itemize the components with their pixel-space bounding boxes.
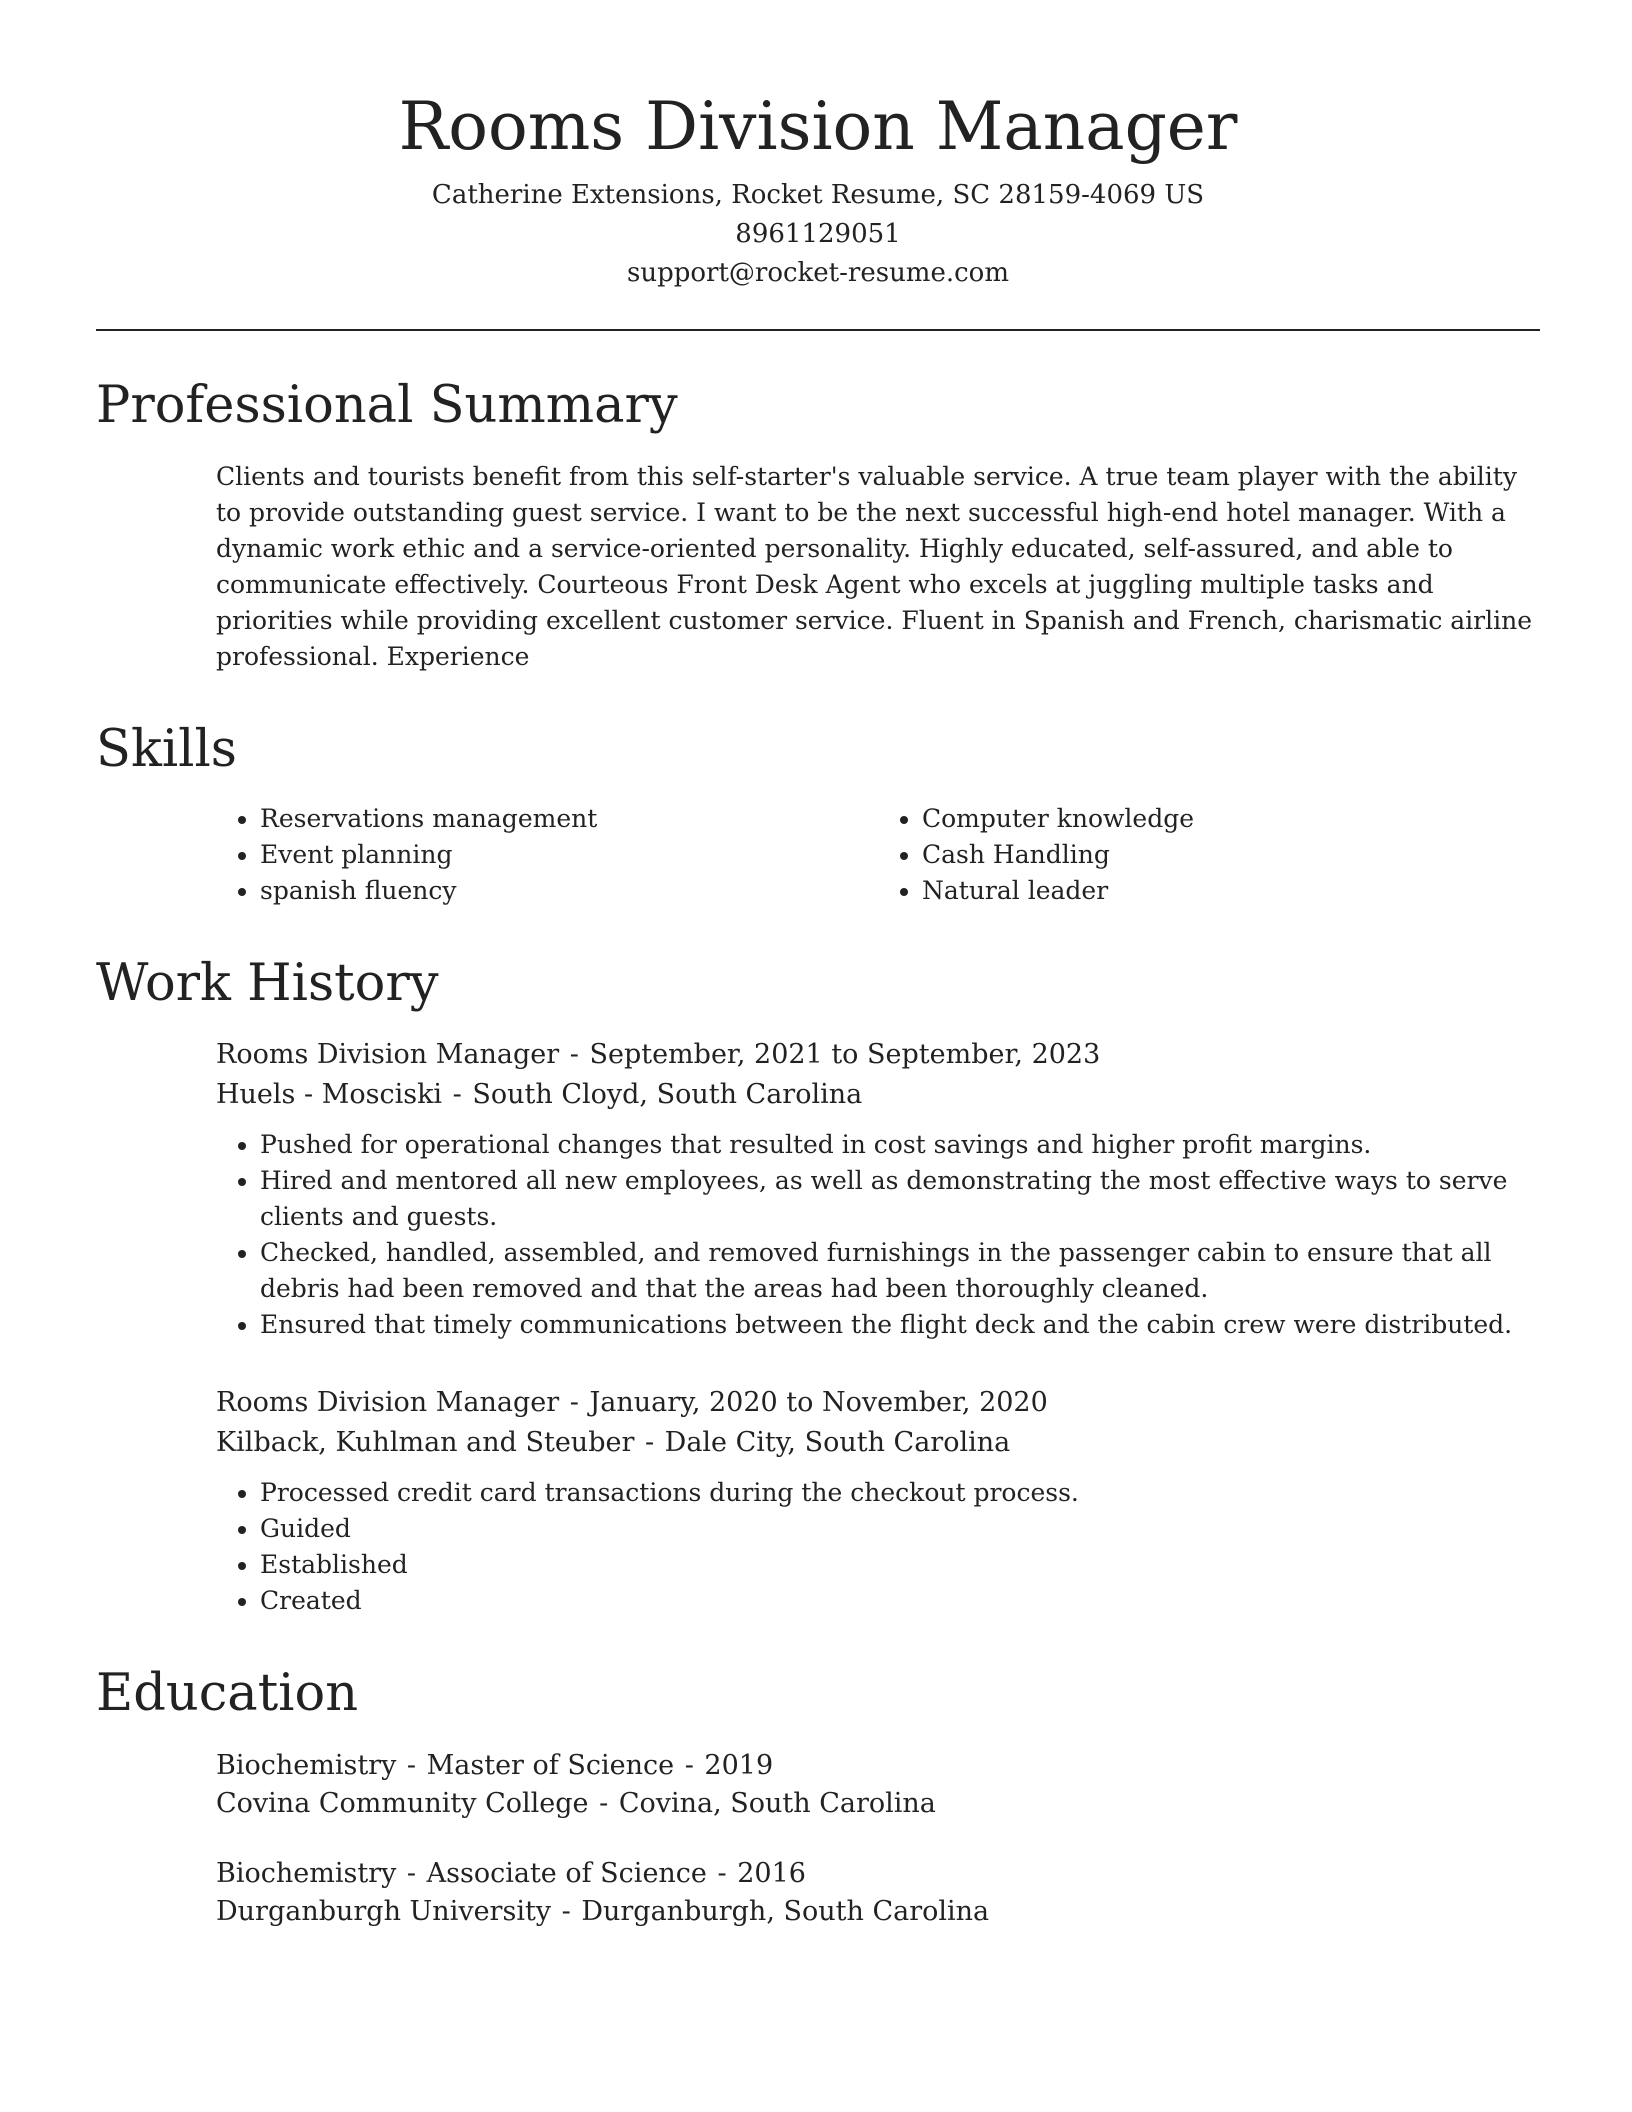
- company-location: South Cloyd, South Carolina: [472, 1079, 863, 1110]
- contact-block: [96, 176, 1540, 293]
- address: Catherine Extensions, Rocket Resume, SC 28159-4069 US: [431, 180, 1205, 210]
- school-line: Covina Community College - Covina, South Carolina: [216, 1788, 936, 1819]
- skill-item: • Cash Handling: [922, 837, 1540, 873]
- summary-text: Clients and tourists benefit from this self-starter's valuable service. A true team player with the ability to provide outstanding guest service. I want to be the next successful high-end hotel manager. With a dynamic work ethic and a service-oriented personality. Highly educated, self-assured, and able to communicate effectively. Courteous Front Desk Agent who excels at juggling multiple tasks and priorities while providing excellent customer service. Fluent in Spanish and French, charismatic airline professional. Experience: [216, 462, 1533, 671]
- summary-heading: Professional Summary: [96, 376, 678, 435]
- degree-line: Biochemistry - Associate of Science - 2016: [216, 1858, 806, 1889]
- resume-page: [96, 0, 1540, 1931]
- header-divider: [96, 329, 1540, 331]
- job-bullet: • Ensured that timely communications between the flight deck and the cabin crew were distributed.: [260, 1307, 1540, 1343]
- degree-line: Biochemistry - Master of Science - 2019: [216, 1750, 774, 1781]
- job-title-line: Rooms Division Manager - January, 2020 to November, 2020: [216, 1387, 1048, 1418]
- school-line: Durganburgh University - Durganburgh, South Carolina: [216, 1896, 990, 1927]
- work-history-heading: Work History: [96, 954, 439, 1013]
- skill-item: • spanish fluency: [260, 873, 878, 909]
- skill-item: • Event planning: [260, 837, 878, 873]
- resume-title: Rooms Division Manager: [398, 88, 1238, 165]
- job-bullet: • Hired and mentored all new employees, as well as demonstrating the most effective ways to serve clients and guests.: [260, 1163, 1540, 1235]
- education-degree: Associate of Science: [426, 1858, 707, 1889]
- education-field: Biochemistry: [216, 1750, 397, 1781]
- job-bullet: • Processed credit card transactions during the checkout process.: [260, 1475, 1540, 1511]
- education-entry: [216, 1747, 1540, 1823]
- job-title-line: Rooms Division Manager - September, 2021 to September, 2023: [216, 1039, 1101, 1070]
- job-entry: [216, 1383, 1540, 1619]
- job-dates: September, 2021 to September, 2023: [589, 1039, 1101, 1070]
- job-bullets: [216, 1127, 1540, 1343]
- job-bullets: [216, 1475, 1540, 1619]
- company-location: Dale City, South Carolina: [664, 1427, 1011, 1458]
- school-location: Durganburgh, South Carolina: [581, 1896, 990, 1927]
- resume-header: [96, 0, 1540, 293]
- education-section: [96, 1659, 1540, 1931]
- job-entry: [216, 1035, 1540, 1343]
- job-bullet: • Created: [260, 1583, 1540, 1619]
- education-heading: Education: [96, 1664, 359, 1723]
- company-name: Kilback, Kuhlman and Steuber: [216, 1427, 635, 1458]
- education-year: 2016: [737, 1858, 806, 1889]
- school-location: Covina, South Carolina: [618, 1788, 936, 1819]
- school-name: Covina Community College: [216, 1788, 589, 1819]
- job-bullet: • Pushed for operational changes that resulted in cost savings and higher profit margins.: [260, 1127, 1540, 1163]
- education-year: 2019: [704, 1750, 774, 1781]
- school-name: Durganburgh University: [216, 1896, 552, 1927]
- skills-column-right: [878, 801, 1540, 909]
- skill-item: • Computer knowledge: [922, 801, 1540, 837]
- phone: 8961129051: [735, 219, 901, 249]
- company-name: Huels - Mosciski: [216, 1079, 443, 1110]
- job-bullet: • Checked, handled, assembled, and removed furnishings in the passenger cabin to ensure that all debris had been removed and that the areas had been thoroughly cleaned.: [260, 1235, 1540, 1307]
- email: support@rocket-resume.com: [626, 258, 1009, 288]
- job-bullet: • Established: [260, 1547, 1540, 1583]
- job-title: Rooms Division Manager: [216, 1039, 560, 1070]
- job-dates: January, 2020 to November, 2020: [589, 1387, 1048, 1418]
- job-bullet: • Guided: [260, 1511, 1540, 1547]
- company-line: Huels - Mosciski - South Cloyd, South Carolina: [216, 1079, 863, 1110]
- education-degree: Master of Science: [426, 1750, 675, 1781]
- company-line: Kilback, Kuhlman and Steuber - Dale City, South Carolina: [216, 1427, 1011, 1458]
- education-field: Biochemistry: [216, 1858, 397, 1889]
- job-title: Rooms Division Manager: [216, 1387, 560, 1418]
- skills-list: [216, 801, 1540, 909]
- skill-item: • Natural leader: [922, 873, 1540, 909]
- skill-item: • Reservations management: [260, 801, 878, 837]
- skills-section: [96, 715, 1540, 909]
- education-entry: [216, 1855, 1540, 1931]
- work-history-section: [96, 949, 1540, 1619]
- skills-heading: Skills: [96, 720, 237, 779]
- skills-column-left: [216, 801, 878, 909]
- summary-section: [96, 371, 1540, 675]
